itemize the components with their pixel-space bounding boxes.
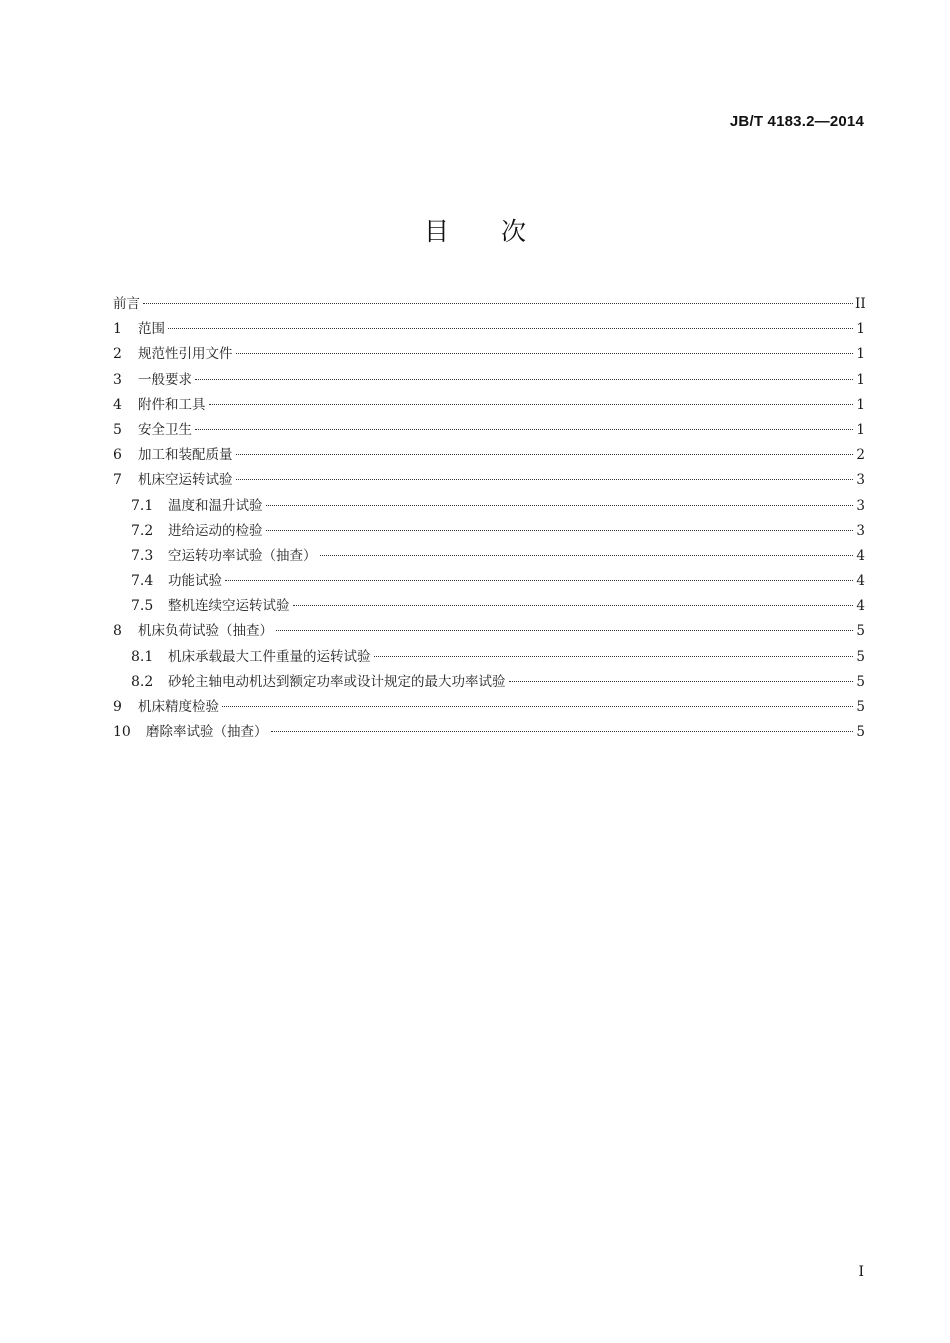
toc-entry-8-2[interactable] — [113, 670, 865, 695]
toc-leader-dots — [209, 404, 854, 405]
toc-entry-number: 8.1 — [131, 648, 154, 665]
toc-entry-7-5[interactable] — [113, 594, 865, 619]
toc-leader-dots — [168, 328, 853, 329]
toc-entry-1[interactable] — [113, 317, 865, 342]
toc-entry-label: 前言 — [113, 296, 140, 312]
toc-leader-dots — [225, 580, 853, 581]
toc-entry-foreword[interactable] — [113, 292, 865, 317]
toc-entry-label: 功能试验 — [168, 573, 222, 590]
toc-leader-dots — [236, 353, 854, 354]
page-number: I — [858, 1264, 864, 1280]
toc-entry-3[interactable] — [113, 368, 865, 393]
toc-leader-dots — [236, 479, 854, 480]
toc-entry-8-1[interactable] — [113, 645, 865, 670]
toc-entry-4[interactable] — [113, 393, 865, 418]
toc-entry-page: 5 — [856, 623, 865, 640]
toc-entry-number: 7.3 — [131, 547, 154, 564]
toc-entry-number: 1 — [113, 321, 122, 338]
toc-entry-number: 5 — [113, 421, 122, 438]
standard-code: JB/T 4183.2—2014 — [729, 113, 864, 130]
toc-entry-page: 5 — [856, 699, 865, 715]
toc-entry-number: 6 — [113, 447, 122, 464]
toc-entry-label: 整机连续空运转试验 — [168, 598, 290, 615]
toc-entry-label: 砂轮主轴电动机达到额定功率或设计规定的最大功率试验 — [168, 673, 506, 690]
toc-entry-label: 温度和温升试验 — [168, 497, 263, 514]
toc-entry-label: 规范性引用文件 — [138, 346, 233, 363]
toc-entry-number: 3 — [113, 371, 122, 388]
toc-entry-number: 7.1 — [131, 497, 154, 514]
toc-entry-number: 8 — [113, 623, 122, 640]
toc-entry-number: 10 — [113, 724, 131, 741]
toc-leader-dots — [293, 605, 854, 606]
toc-entry-7[interactable] — [113, 468, 865, 493]
toc-entry-page: 5 — [856, 724, 865, 741]
toc-entry-number: 2 — [113, 346, 122, 363]
toc-entry-page: 1 — [856, 396, 865, 413]
toc-entry-label: 机床承载最大工件重量的运转试验 — [168, 648, 371, 665]
toc-entry-page: 3 — [856, 497, 865, 514]
toc-leader-dots — [271, 731, 854, 732]
toc-entry-number: 7.4 — [131, 573, 154, 590]
toc-entry-number: 7.5 — [131, 598, 154, 615]
toc-entry-page: 5 — [856, 673, 865, 690]
toc-entry-page: 1 — [856, 346, 865, 363]
toc-leader-dots — [195, 379, 853, 380]
toc-entry-label: 一般要求 — [138, 371, 192, 388]
toc-entry-label: 安全卫生 — [138, 421, 192, 438]
toc-entry-page: 3 — [856, 522, 865, 539]
toc-entry-page: 3 — [856, 472, 865, 489]
toc-entry-7-4[interactable] — [113, 569, 865, 594]
toc-entry-8[interactable] — [113, 619, 865, 644]
toc-entry-5[interactable] — [113, 418, 865, 443]
title-char-1: 目 — [423, 217, 449, 246]
toc-entry-number: 4 — [113, 396, 122, 413]
table-of-contents — [113, 292, 865, 745]
toc-leader-dots — [236, 454, 854, 455]
toc-entry-page: II — [855, 296, 866, 312]
toc-entry-page: 4 — [856, 547, 865, 564]
toc-entry-number: 7.2 — [131, 522, 154, 539]
toc-entry-label: 加工和装配质量 — [138, 447, 233, 464]
toc-entry-7-3[interactable] — [113, 544, 865, 569]
toc-entry-page: 4 — [856, 573, 865, 590]
toc-leader-dots — [276, 630, 853, 631]
toc-leader-dots — [266, 505, 854, 506]
toc-entry-page: 2 — [856, 447, 865, 464]
toc-entry-label: 附件和工具 — [138, 396, 206, 413]
toc-entry-label: 空运转功率试验（抽查） — [168, 547, 317, 564]
toc-entry-label: 机床空运转试验 — [138, 472, 233, 489]
toc-entry-number: 8.2 — [131, 673, 154, 690]
toc-entry-page: 4 — [856, 598, 865, 615]
toc-entry-page: 1 — [856, 321, 865, 338]
toc-leader-dots — [266, 530, 854, 531]
toc-leader-dots — [222, 706, 853, 707]
toc-entry-label: 范围 — [138, 321, 165, 338]
toc-entry-page: 1 — [856, 421, 865, 438]
toc-entry-label: 磨除率试验（抽查） — [146, 724, 268, 741]
toc-entry-10[interactable] — [113, 720, 865, 745]
toc-leader-dots — [143, 303, 853, 304]
toc-entry-number: 9 — [113, 699, 122, 715]
toc-entry-page: 1 — [856, 371, 865, 388]
toc-leader-dots — [195, 429, 853, 430]
toc-entry-7-2[interactable] — [113, 519, 865, 544]
toc-entry-label: 机床负荷试验（抽查） — [138, 623, 273, 640]
toc-entry-2[interactable] — [113, 342, 865, 367]
title-char-2: 次 — [501, 217, 527, 246]
toc-entry-page: 5 — [856, 648, 865, 665]
toc-entry-7-1[interactable] — [113, 494, 865, 519]
toc-entry-6[interactable] — [113, 443, 865, 468]
toc-entry-label: 机床精度检验 — [138, 699, 219, 715]
toc-leader-dots — [320, 555, 854, 556]
page-title — [0, 212, 950, 248]
toc-entry-number: 7 — [113, 472, 122, 489]
toc-entry-9[interactable] — [113, 695, 865, 720]
toc-leader-dots — [374, 656, 854, 657]
toc-entry-label: 进给运动的检验 — [168, 522, 263, 539]
toc-leader-dots — [509, 681, 854, 682]
